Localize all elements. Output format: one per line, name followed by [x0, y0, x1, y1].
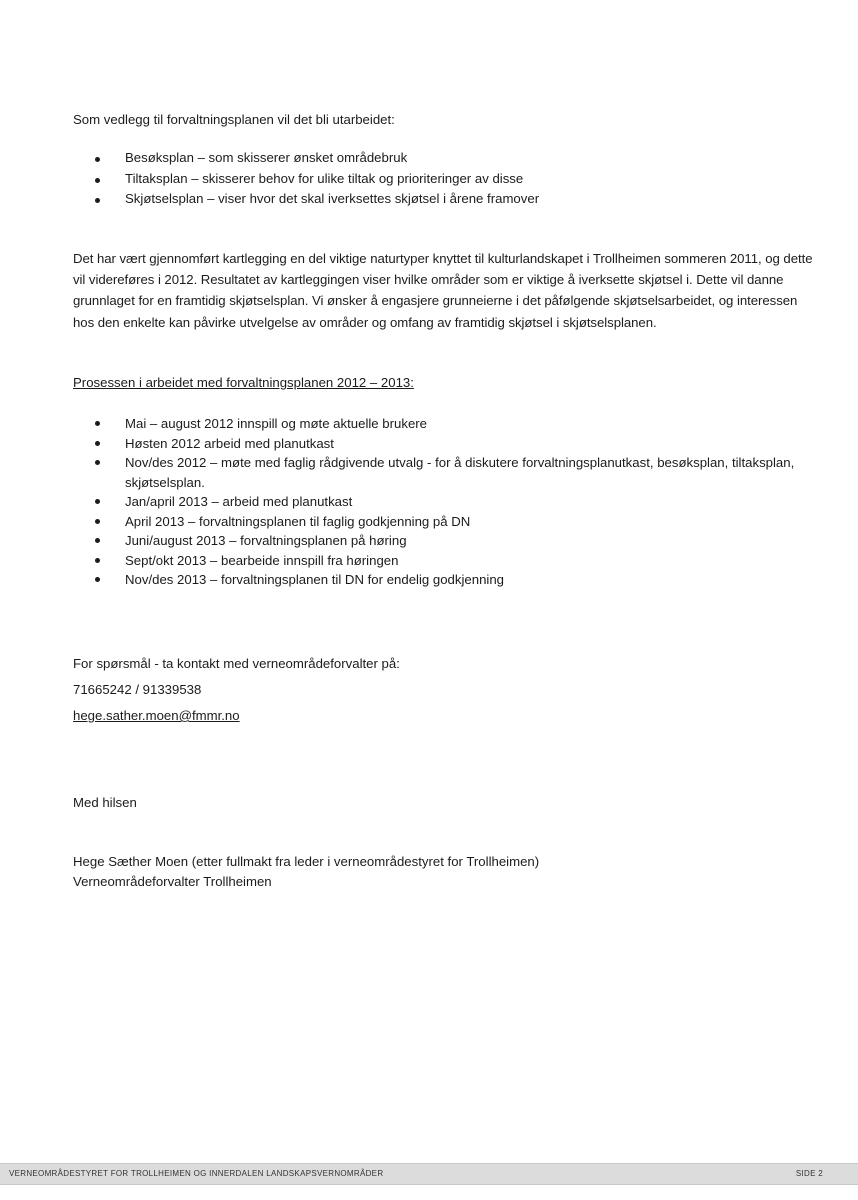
list-item: Juni/august 2013 – forvaltningsplanen på høring	[95, 531, 825, 551]
footer-organization: VERNEOMRÅDESTYRET FOR TROLLHEIMEN OG INNERDALEN LANDSKAPSVERNOMRÅDER	[9, 1169, 384, 1178]
signature-title: Verneområdeforvalter Trollheimen	[73, 874, 272, 889]
list-item: Mai – august 2012 innspill og møte aktuelle brukere	[95, 414, 825, 434]
list-item: Skjøtselsplan – viser hvor det skal iverksettes skjøtsel i årene framover	[95, 191, 539, 212]
contact-intro: For spørsmål - ta kontakt med verneområdeforvalter på:	[73, 656, 400, 671]
list-item: Sept/okt 2013 – bearbeide innspill fra høringen	[95, 551, 825, 571]
page-number: SIDE 2	[795, 1169, 823, 1178]
process-list	[95, 414, 825, 590]
list-item: Høsten 2012 arbeid med planutkast	[95, 434, 825, 454]
list-item: Tiltaksplan – skisserer behov for ulike tiltak og prioriteringer av disse	[95, 171, 539, 192]
greeting: Med hilsen	[73, 795, 137, 810]
intro-text: Som vedlegg til forvaltningsplanen vil det bli utarbeidet:	[73, 112, 395, 127]
email-link[interactable]: hege.sather.moen@fmmr.no	[73, 708, 240, 723]
body-paragraph: Det har vært gjennomført kartlegging en del viktige naturtyper knyttet til kulturlandskapet i Trollheimen sommeren 2011, og dette vil videreføres i 2012. Resultatet av kartleggingen viser hvilke områder som er viktige å iverksette skjøtsel i. Dette vil danne grunnlaget for en framtidig skjøtselsplan. Vi ønsker å engasjere grunneierne i det påfølgende skjøtselsarbeidet, og interessen hos den enkelte kan påvirke utvelgelse av områder og omfang av framtidig skjøtsel i skjøtselsplanen.	[73, 251, 813, 330]
page-footer	[0, 1163, 858, 1185]
list-item: Jan/april 2013 – arbeid med planutkast	[95, 492, 825, 512]
list-item: Besøksplan – som skisserer ønsket områdebruk	[95, 150, 539, 171]
signature-name: Hege Sæther Moen (etter fullmakt fra leder i verneområdestyret for Trollheimen)	[73, 854, 540, 869]
list-item: Nov/des 2013 – forvaltningsplanen til DN for endelig godkjenning	[95, 570, 825, 590]
attachments-list	[95, 150, 539, 212]
process-heading: Prosessen i arbeidet med forvaltningsplanen 2012 – 2013:	[73, 375, 414, 390]
list-item: April 2013 – forvaltningsplanen til faglig godkjenning på DN	[95, 512, 825, 532]
list-item: Nov/des 2012 – møte med faglig rådgivende utvalg - for å diskutere forvaltningsplanutkast, besøksplan, tiltaksplan, skjøtselsplan.	[95, 453, 825, 492]
phone-numbers: 71665242 / 91339538	[73, 682, 202, 697]
